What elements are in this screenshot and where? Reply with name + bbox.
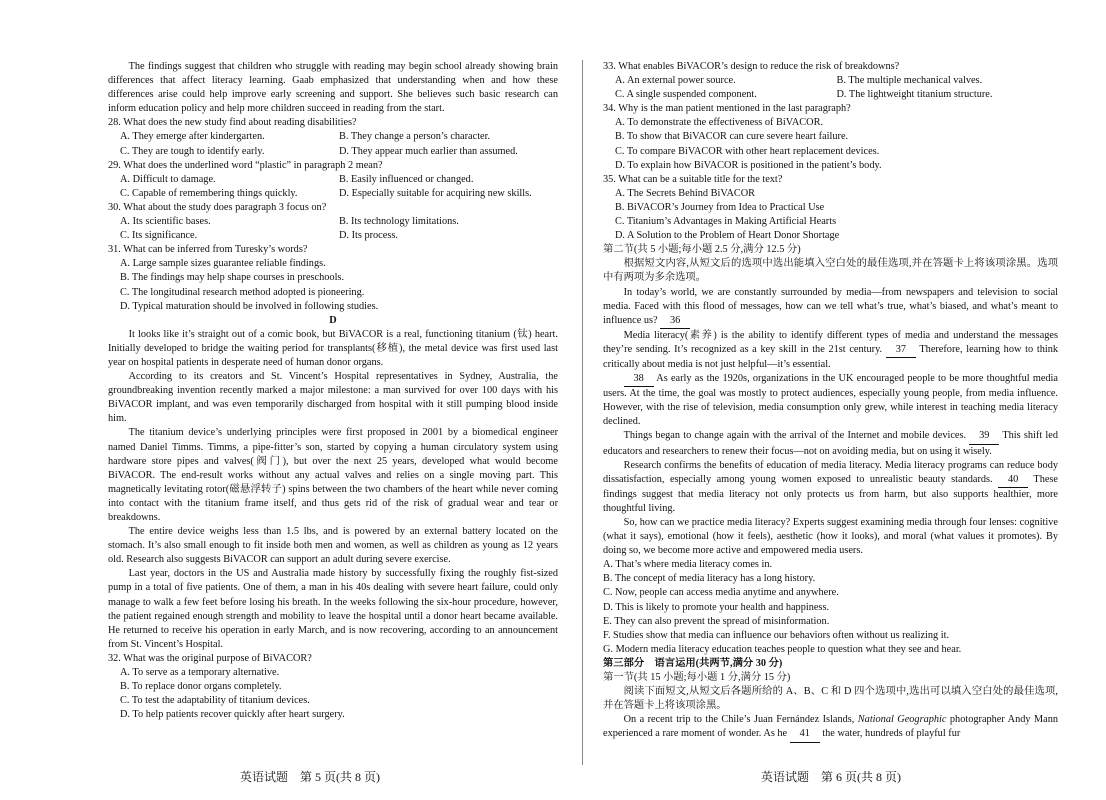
question-options [603,116,1058,172]
passage-d-paragraph-3: The titanium device’s underlying principles were first proposed in 2001 by a biomedical engineer named Daniel Timms. Timms, a pipe-fitter’s son, started by copying a human circulatory system using hardware store pipes and valves(阀门), but over the next 25 years, developed what would become BiVACOR. The end-result works without any actual valves and relies on a single moving part. This magnetically levitating rotor(磁悬浮转子) spins between the two chambers of the heart while never coming into contact with the titanium frame itself, and thus gets rid of the risk of gradual wear and tear or breakdowns. [108,427,558,523]
passage-d-paragraph-5: Last year, doctors in the US and Australia made history by successfully fixing the roughly fist-sized pump in a total of five patients. One of them, a man in his 40s dealing with severe heart failure, could only manage to walk a few feet before losing his breath. In the weeks following the six-hour procedure, however, the patient regained enough strength and mobility to leave the hospital until a donor heart became available. He returned to receive his operation in early March, and is now recovering, according to an announcement from St. Vincent’s Hospital. [108,568,558,650]
option-d: D. Typical maturation should be involved in following studies. [120,300,379,312]
blank-40: 40 [998,473,1028,488]
option-b: B. BiVACOR’s Journey from Idea to Practical Use [615,201,825,213]
part-3-header: 第三部分 语言运用(共两节,满分 30 分) [603,657,783,669]
option-a: A. To demonstrate the effectiveness of BiVACOR. [615,117,824,129]
choice-d: D. This is likely to promote your health and happiness. [603,601,830,613]
paragraph-text: Therefore, learning how to think critically about media is not just helpful—it’s essential. [603,343,1058,370]
question-options [603,74,1058,102]
paragraph-text: As early as the 1920s, organizations in the UK encouraged people to be more thoughtful media users. At the time, the goal was mostly to protect audiences, especially young people, from media influence. However, with the rise of television, media consumption only grew, while interest in teaching media literacy declined. [603,373,1058,428]
part-3-instructions: 阅读下面短文,从短文后各题所给的 A、B、C 和 D 四个选项中,选出可以填入空白处的最佳选项,并在答题卡上将该项涂黑。 [603,686,1058,712]
question-stem: 35. What can be a suitable title for the text? [603,173,783,185]
option-a: A. Difficult to damage. [120,173,216,185]
paragraph-text: On a recent trip to the Chile’s Juan Fernández Islands, [623,714,855,726]
option-d: D. To help patients recover quickly after heart surgery. [120,709,345,721]
question-options [108,130,558,158]
magazine-name: National Geographic [857,714,947,726]
option-d: D. They appear much earlier than assumed. [339,145,518,157]
paragraph-text: This shift led educators and researchers to renew their focus—not on avoiding media, but on using it wisely. [603,430,1058,457]
question-33 [603,60,1058,102]
blank-36: 36 [660,314,690,329]
paragraph-text: Things began to change again with the arrival of the Internet and mobile devices. [623,430,967,442]
option-b: B. They change a person’s character. [339,131,491,143]
page-footer: 英语试题 第 6 页(共 8 页) [761,770,901,784]
paragraph-text: the water, hundreds of playful fur [822,728,961,740]
question-29 [108,159,558,201]
exam-page-6 [586,0,1106,800]
option-c: C. A single suspended component. [615,89,757,101]
question-stem: 31. What can be inferred from Turesky’s words? [108,244,308,256]
paragraph-text: Research confirms the benefits of education of media literacy. Media literacy programs can reduce body dissatisfaction, especially among young women exposed to unrealistic beauty standards. [603,459,1058,485]
option-d: D. The lightweight titanium structure. [836,89,993,101]
option-a: A. To serve as a temporary alternative. [120,667,280,679]
question-28 [108,116,558,158]
section-2-instructions: 根据短文内容,从短文后的选项中选出能填入空白处的最佳选项,并在答题卡上将该项涂黑。选项中有两项为多余选项。 [603,258,1058,284]
option-b: B. Its technology limitations. [339,216,459,228]
question-stem: 30. What about the study does paragraph 3 focus on? [108,201,327,213]
question-options [108,257,558,313]
option-a: A. They emerge after kindergarten. [120,131,265,143]
option-c: C. To test the adaptability of titanium devices. [120,695,310,707]
section-2-header: 第二节(共 5 小题;每小题 2.5 分,满分 12.5 分) [603,244,801,256]
option-b: B. Easily influenced or changed. [339,173,474,185]
seven-choose-five-paragraph-1 [603,286,1058,329]
choice-f: F. Studies show that media can influence our behaviors often without us realizing it. [603,629,950,641]
left-column [108,60,558,722]
option-d: D. Its process. [339,230,398,242]
blank-37: 37 [886,343,916,358]
seven-choose-five-paragraph-6: So, how can we practice media literacy? Experts suggest examining media through four lenses: cognitive (what it says), emotional (how it feels), aesthetic (how it looks), and moral (what values it promotes). By doing so, we become more active and empowered media users. [603,517,1058,557]
option-b: B. The findings may help shape courses in preschools. [120,272,345,284]
option-d: D. To explain how BiVACOR is positioned in the patient’s body. [615,159,882,171]
option-d: D. A Solution to the Problem of Heart Donor Shortage [615,230,840,242]
paragraph-text: photographer Andy Mann experienced a rare moment of wonder. As he [603,714,1059,740]
question-options [108,666,558,722]
question-30 [108,201,558,243]
right-column [603,60,1058,743]
option-c: C. Its significance. [120,230,198,242]
passage-d-paragraph-2: According to its creators and St. Vincent’s Hospital representatives in Sydney, Australia, the groundbreaking invention recently marked a major milestone: a man survived for over 100 days with his BiVACOR implant, and was even temporarily discharged from hospital with it still pumping blood inside him. [108,371,558,425]
question-options [603,187,1058,243]
choice-e: E. They can also prevent the spread of misinformation. [603,615,830,627]
option-c: C. They are tough to identify early. [120,145,265,157]
paragraph-text: Media literacy(素养) is the ability to identify different types of media and understand the messages they’re sending. It’s recognized as a key skill in the 21st century. [603,329,1058,355]
question-35 [603,173,1058,243]
choice-a: A. That’s where media literacy comes in. [603,559,773,571]
option-a: A. The Secrets Behind BiVACOR [615,187,756,199]
question-stem: 28. What does the new study find about reading disabilities? [108,117,357,129]
seven-choose-five-paragraph-2 [603,329,1058,372]
option-c: C. The longitudinal research method adopted is pioneering. [120,286,365,298]
option-c: C. To compare BiVACOR with other heart replacement devices. [615,145,880,157]
option-c: C. Titanium’s Advantages in Making Artificial Hearts [615,216,837,228]
blank-39: 39 [969,429,999,444]
option-a: A. Its scientific bases. [120,216,211,228]
question-31 [108,243,558,313]
seven-choose-five-paragraph-5 [603,459,1058,516]
option-a: A. Large sample sizes guarantee reliable findings. [120,258,326,270]
paragraph-text: In today’s world, we are constantly surrounded by media—from newspapers and television to social media. Faced with this flood of messages, how can we tell what’s true, what’s biased, and what’s meant to influence us? [603,286,1058,326]
question-stem: 34. Why is the man patient mentioned in the last paragraph? [603,103,851,115]
option-a: A. An external power source. [615,75,736,87]
part-3-section-1-header: 第一节(共 15 小题;每小题 1 分,满分 15 分) [603,672,791,684]
choice-g: G. Modern media literacy education teaches people to question what they see and hear. [603,643,962,655]
question-stem: 32. What was the original purpose of BiVACOR? [108,652,312,664]
seven-choose-five-paragraph-3 [603,372,1058,429]
seven-choose-five-paragraph-4 [603,429,1058,458]
option-b: B. The multiple mechanical valves. [836,75,983,87]
passage-d-paragraph-4: The entire device weighs less than 1.5 lbs, and is powered by an external battery located on the stomach. It’s also small enough to fit inside both men and women, as well as children as young as 12 years old. Research also suggests BiVACOR can support an adult during severe exercise. [108,526,558,566]
question-stem: 33. What enables BiVACOR’s design to reduce the risk of breakdowns? [603,61,900,72]
question-32 [108,652,558,722]
section-d-title: D [329,314,337,326]
option-c: C. Capable of remembering things quickly. [120,187,298,199]
blank-38: 38 [624,372,654,387]
passage-d-paragraph-1: It looks like it’s straight out of a comic book, but BiVACOR is a real, functioning titanium (钛) heart. Initially developed to bridge the waiting period for transplants(移植), the metal device was first used last year on hospital patients in desperate need of human donor organs. [108,328,558,368]
paragraph-text: These findings suggest that media literacy not only protects us from harm, but also supports healthier, more thoughtful living. [603,473,1058,514]
passage-c-final-paragraph: The findings suggest that children who struggle with reading may begin school already showing brain differences that affect literacy learning. Gaab emphasized that understanding when and how these differences arise could help improve early screening and support. She believes such basic research can inform education policy and help more children succeed in reading from the start. [108,61,558,115]
question-options [108,173,558,201]
question-34 [603,102,1058,172]
blank-41: 41 [790,727,820,742]
page-footer: 英语试题 第 5 页(共 8 页) [240,770,380,784]
option-b: B. To replace donor organs completely. [120,681,282,693]
question-stem: 29. What does the underlined word “plastic” in paragraph 2 mean? [108,159,383,171]
option-d: D. Especially suitable for acquiring new skills. [339,187,532,199]
option-b: B. To show that BiVACOR can cure severe heart failure. [615,131,849,143]
page-divider [582,60,583,765]
choice-c: C. Now, people can access media anytime and anywhere. [603,587,839,599]
question-options [108,215,558,243]
answer-choices [603,558,1058,657]
cloze-paragraph-1 [603,713,1058,742]
choice-b: B. The concept of media literacy has a long history. [603,573,816,585]
